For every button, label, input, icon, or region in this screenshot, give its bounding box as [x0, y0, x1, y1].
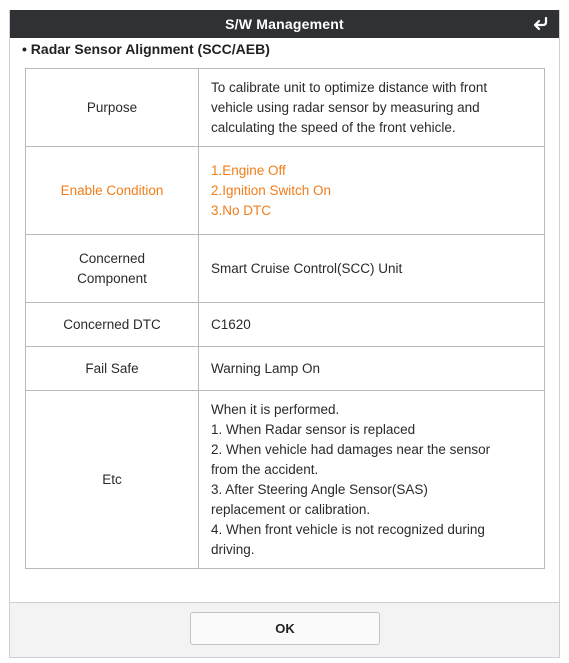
back-button[interactable] — [523, 10, 559, 38]
window-title: S/W Management — [225, 16, 344, 32]
dialog-footer — [10, 602, 559, 657]
info-table — [25, 68, 545, 569]
value-line: 1. When Radar sensor is replaced — [211, 421, 416, 437]
value-line: Smart Cruise Control(SCC) Unit — [211, 260, 403, 276]
row-value-fail-safe — [199, 347, 545, 391]
value-line: 3. After Steering Angle Sensor(SAS) — [211, 481, 428, 497]
label-line: Component — [77, 270, 147, 286]
value-line: from the accident. — [211, 461, 319, 477]
title-bar — [10, 10, 559, 38]
row-label-concerned-dtc: Concerned DTC — [26, 303, 199, 347]
value-line: vehicle using radar sensor by measuring and — [211, 99, 480, 115]
value-line: calculating the speed of the front vehicle. — [211, 119, 456, 135]
value-line: driving. — [211, 541, 255, 557]
section-title: • Radar Sensor Alignment (SCC/AEB) — [22, 41, 270, 57]
value-line: 4. When front vehicle is not recognized during — [211, 521, 485, 537]
row-label-purpose: Purpose — [26, 69, 199, 147]
value-line: replacement or calibration. — [211, 501, 371, 517]
ok-button[interactable]: OK — [190, 612, 380, 645]
value-line: C1620 — [211, 316, 251, 332]
row-value-concerned-dtc — [199, 303, 545, 347]
table-row-etc — [26, 391, 545, 569]
value-line: To calibrate unit to optimize distance with front — [211, 79, 488, 95]
value-line: 2.Ignition Switch On — [211, 182, 332, 198]
value-line: 1.Engine Off — [211, 162, 286, 178]
row-label-enable-condition: Enable Condition — [26, 147, 199, 235]
label-line: Concerned — [78, 250, 146, 266]
content-area[interactable] — [10, 38, 559, 604]
row-value-enable-condition — [199, 147, 545, 235]
table-row-fail-safe — [26, 347, 545, 391]
value-line: Warning Lamp On — [211, 360, 321, 376]
row-value-concerned-component — [199, 235, 545, 303]
table-row-purpose — [26, 69, 545, 147]
value-line: When it is performed. — [211, 401, 340, 417]
row-label-concerned-component — [26, 235, 199, 303]
row-value-purpose — [199, 69, 545, 147]
row-label-etc: Etc — [26, 391, 199, 569]
value-line: 2. When vehicle had damages near the sensor — [211, 441, 491, 457]
table-row-concerned-dtc — [26, 303, 545, 347]
table-row-enable-condition — [26, 147, 545, 235]
value-line: 3.No DTC — [211, 202, 272, 218]
row-label-fail-safe: Fail Safe — [26, 347, 199, 391]
sw-management-window — [9, 10, 560, 658]
return-arrow-icon — [533, 17, 549, 31]
table-row-concerned-component — [26, 235, 545, 303]
row-value-etc — [199, 391, 545, 569]
